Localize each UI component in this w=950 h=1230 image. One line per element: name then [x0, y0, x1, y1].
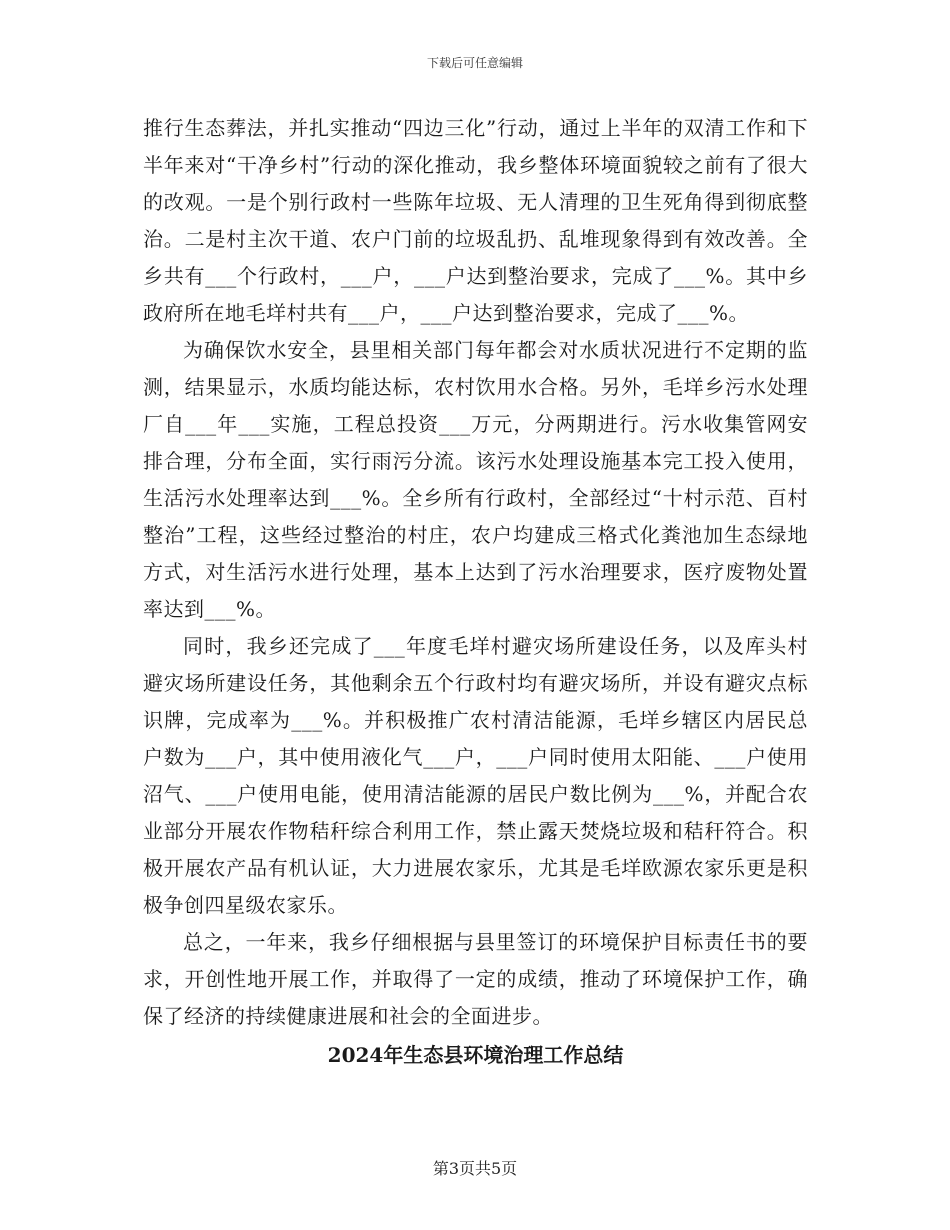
section-title: 2024年生态县环境治理工作总结: [327, 1043, 624, 1067]
paragraph-continuation: 推行生态葬法，并扎实推动“四边三化”行动，通过上半年的双清工作和下半年来对“干净乡村”行动的深化推动，我乡整体环境面貌较之前有了很大的改观。一是个别行政村一些陈年垃圾、无人清理的卫生死角得到彻底整治。二是村主次干道、农户门前的垃圾乱扔、乱堆现象得到有效改善。全乡共有___个行政村，___户，___户达到整治要求，完成了___%。其中乡政府所在地毛垟村共有___户，___户达到整治要求，完成了___%。: [143, 116, 808, 325]
paragraph-water-safety: 为确保饮水安全，县里相关部门每年都会对水质状况进行不定期的监测，结果显示，水质均能达标，农村饮用水合格。另外，毛垟乡污水处理厂自___年___实施，工程总投资___万元，分两期进行。污水收集管网安排合理，分布全面，实行雨污分流。该污水处理设施基本完工投入使用，生活污水处理率达到___%。全乡所有行政村，全部经过“十村示范、百村整治”工程，这些经过整治的村庄，农户均建成三格式化粪池加生态绿地方式，对生活污水进行处理，基本上达到了污水治理要求，医疗废物处置率达到___%。: [143, 338, 808, 621]
header-note: 下载后可任意编辑: [426, 56, 523, 70]
paragraph-disaster-shelters: 同时，我乡还完成了___年度毛垟村避灾场所建设任务，以及库头村避灾场所建设任务，其他剩余五个行政村均有避灾场所，并设有避灾点标识牌，完成率为___%。并积极推广农村清洁能源，毛垟乡辖区内居民总户数为___户，其中使用液化气___户，___户同时使用太阳能、___户使用沼气、___户使用电能，使用清洁能源的居民户数比例为___%，并配合农业部分开展农作物秸秆综合利用工作，禁止露天焚烧垃圾和秸秆符合。积极开展农产品有机认证，大力进展农家乐，尤其是毛垟欧源农家乐更是积极争创四星级农家乐。: [143, 634, 808, 917]
document-body: [143, 110, 808, 1074]
page-number: 第3页共5页: [432, 1159, 518, 1178]
paragraph-conclusion: 总之，一年来，我乡仔细根据与县里签订的环境保护目标责任书的要求，开创性地开展工作，并取得了一定的成绩，推动了环境保护工作，确保了经济的持续健康进展和社会的全面进步。: [143, 930, 808, 1028]
